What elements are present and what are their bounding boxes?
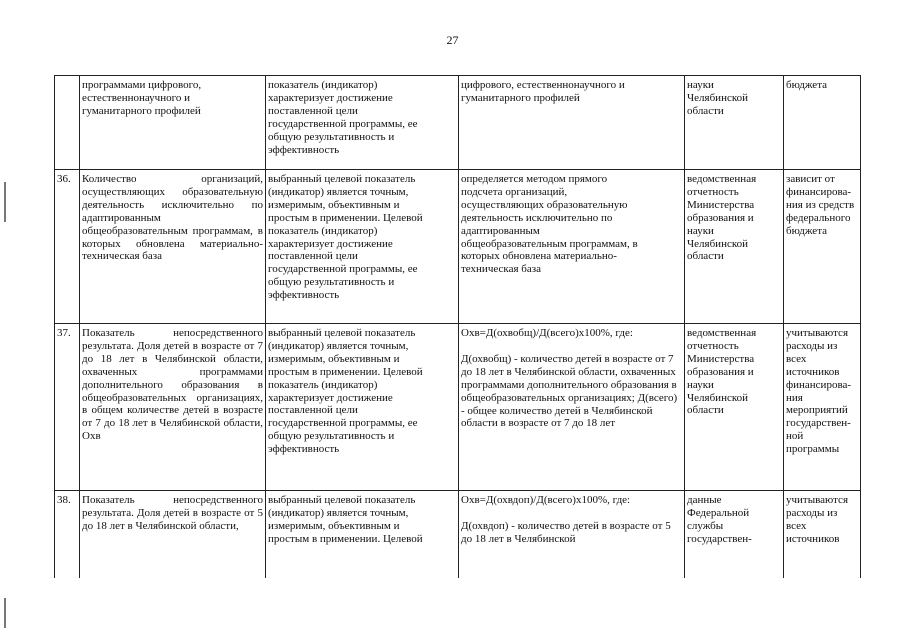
table-row (55, 324, 861, 491)
indicator-name: Показатель непосредственного результата. Доля детей в возрасте от 5 до 18 лет в Челябинской области, (80, 491, 266, 579)
calculation-method: определяется методом прямого подсчета организаций, осуществляющих образовательную деятельность исключительно по адаптированным общеобразовательным программам, в которых обновлена материально- техническая база (459, 170, 685, 324)
funding-note: учитываются расходы из всех источников (784, 491, 861, 579)
row-number (55, 76, 80, 170)
data-source: ведомственная отчетность Министерства образования и науки Челябинской области (685, 324, 784, 491)
data-source: данные Федеральной службы государствен- (685, 491, 784, 579)
page-number: 27 (446, 33, 459, 47)
row-number: 36. (55, 170, 80, 324)
indicator-name: Количество организаций, осуществляющих образовательную деятельность исключительно по адаптированным общеобразовательным программам, в которых обновлена материально-техническая база (80, 170, 266, 324)
funding-note: учитываются расходы из всех источников финансирова- ния мероприятий государствен- ной программы (784, 324, 861, 491)
funding-note: бюджета (784, 76, 861, 170)
formula: Охв=Д(охвобщ)/Д(всего)х100%, где: (461, 327, 633, 339)
formula-explanation: Д(охвобщ) - количество детей в возрасте от 7 до 18 лет в Челябинской области, охваченных программами дополнительного образования в общеобразовательных организациях; Д(всего) - общее количество детей в Челябинской области в возрасте от 7 до 18 лет (461, 352, 678, 430)
indicator-table (54, 75, 861, 578)
table-row (55, 76, 861, 170)
indicator-description: выбранный целевой показатель (индикатор) является точным, измеримым, объективным и простым в применении. Целевой показатель (индикатор) характеризует достижение поставленной цели государственной программы, ее общую результативность и эффективность (266, 324, 459, 491)
indicator-description: показатель (индикатор) характеризует достижение поставленной цели государственной программы, ее общую результативность и эффективность (266, 76, 459, 170)
scan-edge-mark (4, 182, 6, 222)
data-source: ведомственная отчетность Министерства образования и науки Челябинской области (685, 170, 784, 324)
calculation-method (459, 324, 685, 491)
formula-explanation: Д(охвдоп) - количество детей в возрасте от 5 до 18 лет в Челябинской (461, 519, 671, 545)
formula: Охв=Д(охвдоп)/Д(всего)х100%, где: (461, 494, 631, 506)
row-number: 37. (55, 324, 80, 491)
scan-edge-mark (4, 598, 6, 628)
funding-note: зависит от финансирова- ния из средств федерального бюджета (784, 170, 861, 324)
calculation-method: цифрового, естественнонаучного и гуманитарного профилей (459, 76, 685, 170)
calculation-method (459, 491, 685, 579)
indicator-description: выбранный целевой показатель (индикатор) является точным, измеримым, объективным и простым в применении. Целевой (266, 491, 459, 579)
indicator-name: программами цифрового, естественнонаучного и гуманитарного профилей (80, 76, 266, 170)
table-row (55, 491, 861, 579)
data-source: науки Челябинской области (685, 76, 784, 170)
table-row (55, 170, 861, 324)
indicator-name: Показатель непосредственного результата. Доля детей в возрасте от 7 до 18 лет в Челябинской области, охваченных программами дополнительного образования в общеобразовательных организациях, в общем количестве детей в возрасте от 7 до 18 лет в Челябинской области, Охв (80, 324, 266, 491)
row-number: 38. (55, 491, 80, 579)
indicator-description: выбранный целевой показатель (индикатор) является точным, измеримым, объективным и простым в применении. Целевой показатель (индикатор) характеризует достижение поставленной цели государственной программы, ее общую результативность и эффективность (266, 170, 459, 324)
